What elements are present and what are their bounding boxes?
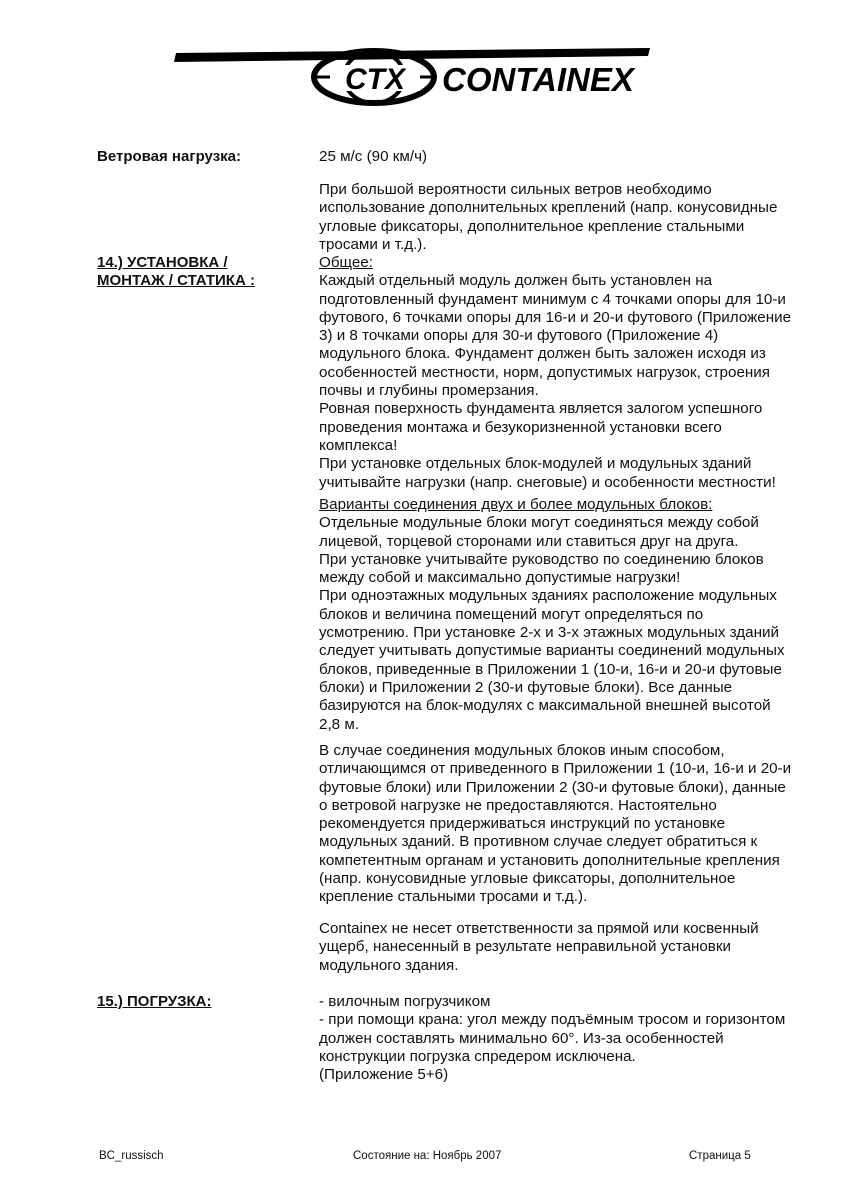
other-line: крепление стальными тросами и т.д.). [319,888,588,906]
section14-variants [319,496,819,734]
variants-line: При одноэтажных модульных зданиях расположение модульных [319,587,777,605]
loading-line: должен составлять минимально 60°. Из-за особенностей [319,1029,724,1047]
other-line: о ветровой нагрузке не предоставляются. Настоятельно [319,796,717,814]
loading-line: - вилочным погрузчиком [319,993,491,1010]
wind-note [319,181,819,254]
variants-line: лицевой, торцевой сторонами или ставиться друг на друга. [319,532,739,550]
footer-center: Состояние на: Ноябрь 2007 [353,1150,502,1162]
general-line: футового, 6 точками опоры для 16-и и 20-и футового (Приложение [319,308,792,326]
liability-notice [319,920,819,975]
section14-label [97,254,255,290]
section14-general [319,254,819,492]
containex-logo [170,40,680,115]
section14-label-line2: МОНТАЖ / СТАТИКА : [97,272,255,290]
logo-mark-text: CTX [345,63,405,96]
variants-line: базируются на блок-модулях с максимальной внешней высотой [319,697,771,715]
wind-value: 25 м/с (90 км/ч) [319,148,428,165]
variants-line: При установке учитывайте руководство по соединению блоков [319,550,764,568]
general-heading: Общее: [319,254,373,271]
variants-line: следует учитывать допустимые варианты соединений модульных [319,642,785,660]
other-line: отличающимся от приведенного в Приложении 1 (10-и, 16-и и 20-и [319,760,792,778]
section15-label-text: 15.) ПОГРУЗКА: [97,993,212,1010]
section15-label [97,993,212,1011]
variants-line: 2,8 м. [319,715,359,733]
general-line: комплекса! [319,436,398,454]
other-line: футовые блоки) или Приложении 2 (30-и футовые блоки), данные [319,778,786,796]
general-line: проведения монтажа и безукоризненной установки всего [319,418,722,436]
liability-line: Containex не несет ответственности за прямой или косвенный [319,920,759,937]
loading-line: - при помощи крана: угол между подъёмным тросом и горизонтом [319,1011,786,1029]
wind-label: Ветровая нагрузка: [97,148,241,165]
variants-heading: Варианты соединения двух и более модульных блоков: [319,496,713,513]
general-line: 3) и 8 точками опоры для 30-и футового (Приложение 4) [319,327,719,345]
general-line: Каждый отдельный модуль должен быть установлен на [319,272,713,290]
wind-note-line: использование дополнительных креплений (напр. конусовидные [319,199,778,217]
general-line: При установке отдельных блок-модулей и модульных зданий [319,455,752,473]
other-line: (напр. конусовидные угловые фиксаторы, дополнительное [319,870,736,888]
variants-line: блоков, приведенные в Приложении 1 (10-и, 16-и и 20-и футовые [319,660,782,678]
section15-text [319,993,819,1084]
variants-line: Отдельные модульные блоки могут соединяться между собой [319,514,759,532]
variants-line: усмотрению. При установке 2-х и 3-х этажных модульных зданий [319,624,779,642]
general-line: учитывайте нагрузки (напр. снеговые) и особенности местности! [319,473,776,491]
loading-line: (Приложение 5+6) [319,1066,449,1084]
variants-line: между собой и максимально допустимые нагрузки! [319,569,681,587]
liability-line: ущерб, нанесенный в результате неправильной установки [319,938,731,956]
general-line: особенностей местности, норм, допустимых нагрузок, строения [319,363,770,381]
variants-line: блоков и величина помещений могут определяться по [319,605,704,623]
general-line: Ровная поверхность фундамента является залогом успешного [319,400,763,418]
section14-label-line1: 14.) УСТАНОВКА / [97,254,228,271]
wind-note-line: угловые фиксаторы, дополнительное крепление стальными [319,217,745,235]
footer-left: BC_russisch [99,1150,164,1162]
general-line: подготовленный фундамент минимум с 4 точками опоры для 10-и [319,290,786,308]
liability-line: модульного здания. [319,956,459,974]
ctx-logo-graphic [170,40,680,115]
general-line: почвы и глубины промерзания. [319,382,539,400]
logo-name-text: CONTAINEX [442,61,634,98]
other-line: модульных зданий. В противном случае следует обратиться к [319,833,758,851]
general-line: модульного блока. Фундамент должен быть заложен исходя из [319,345,766,363]
variants-line: блоки) и Приложении 2 (30-и футовые блоки). Все данные [319,678,733,696]
wind-note-line: При большой вероятности сильных ветров необходимо [319,181,712,198]
footer-page-number: Страница 5 [689,1150,751,1162]
section14-other [319,742,819,907]
wind-note-line: тросами и т.д.). [319,235,427,253]
other-line: компетентным органам и установить дополнительные крепления [319,851,780,869]
other-line: В случае соединения модульных блоков иным способом, [319,742,725,759]
loading-line: конструкции погрузка спредером исключена. [319,1047,636,1065]
other-line: рекомендуется придерживаться инструкций по установке [319,815,726,833]
